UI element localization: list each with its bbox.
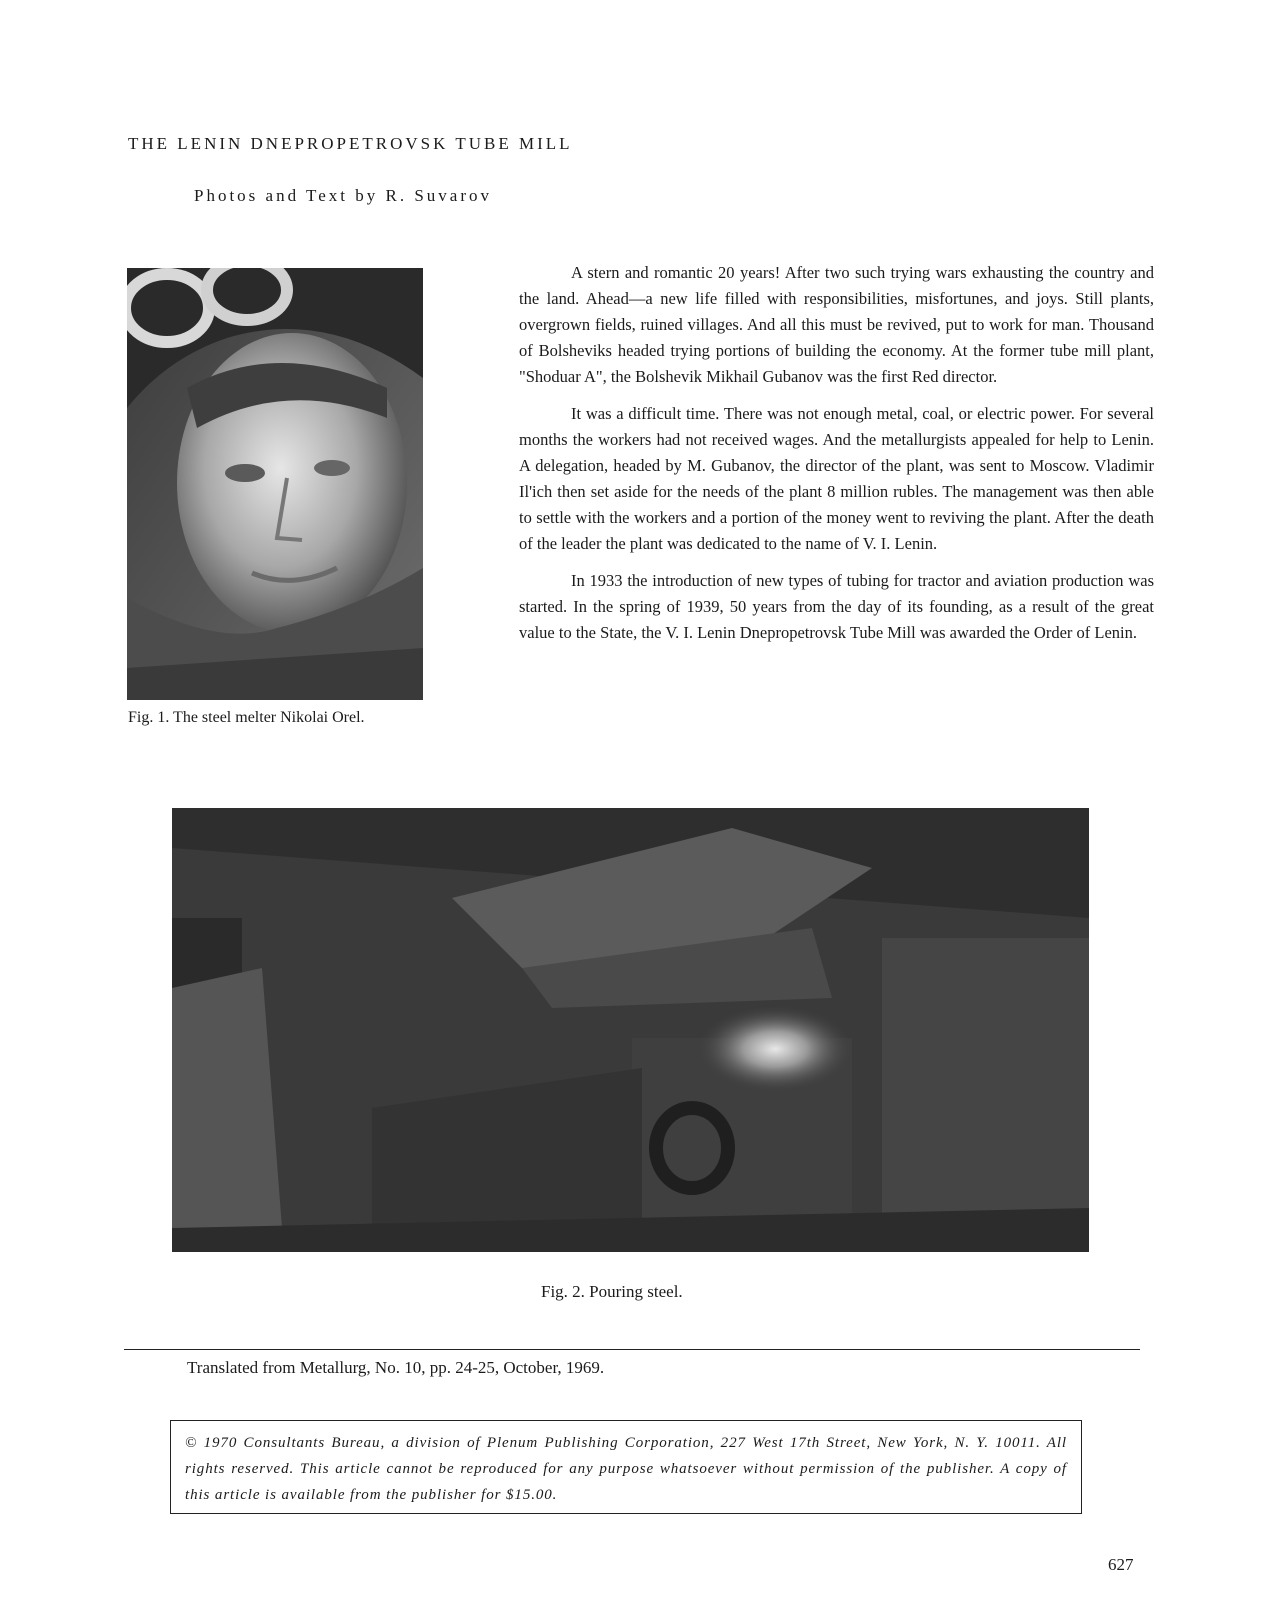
paragraph-1: A stern and romantic 20 years! After two such trying wars exhausting the country and the land. Ahead—a new life filled with responsibilities, misfortunes, and joys. Still plants, overgrown fields, ruined villages. And all this must be revived, put to work for man. Thousand of Bolsheviks headed trying portions of building the economy. At the former tube mill plant, "Shoduar A", the Bolshevik Mikhail Gubanov was the first Red director. — [519, 263, 1154, 386]
article-title: THE LENIN DNEPROPETROVSK TUBE MILL — [128, 134, 573, 153]
copyright-notice: © 1970 Consultants Bureau, a division of Plenum Publishing Corporation, 227 West 17th Street, New York, N. Y. 10011. All rights reserved. This article cannot be reproduced for any purpose whatsoever without permission of the publisher. A copy of this article is available from the publisher for $15.00. — [185, 1435, 1067, 1503]
paragraph-2: It was a difficult time. There was not enough metal, coal, or electric power. For several months the workers had not received wages. And the metallurgists appealed for help to Lenin. A delegation, headed by M. Gubanov, the director of the plant, was sent to Moscow. Vladimir Il'ich then set aside for the needs of the plant 8 million rubles. The management was then able to settle with the workers and a portion of the money went to reviving the plant. After the death of the leader the plant was dedicated to the name of V. I. Lenin. — [519, 404, 1154, 553]
figure-2-caption: Fig. 2. Pouring steel. — [541, 1282, 683, 1301]
article-byline: Photos and Text by R. Suvarov — [194, 186, 492, 205]
page-number: 627 — [1108, 1555, 1134, 1574]
figure-1-portrait-photo — [127, 268, 423, 700]
figure-2-pouring-steel-photo — [172, 808, 1089, 1252]
footnote-divider — [124, 1349, 1140, 1350]
paragraph-3: In 1933 the introduction of new types of tubing for tractor and aviation production was started. In the spring of 1939, 50 years from the day of its founding, as a result of the great value to the State, the V. I. Lenin Dnepropetrovsk Tube Mill was awarded the Order of Lenin. — [519, 571, 1154, 642]
translation-note: Translated from Metallurg, No. 10, pp. 24-25, October, 1969. — [187, 1358, 605, 1377]
copyright-box — [170, 1420, 1082, 1514]
article-body — [519, 260, 1154, 657]
figure-1-caption: Fig. 1. The steel melter Nikolai Orel. — [128, 709, 365, 726]
